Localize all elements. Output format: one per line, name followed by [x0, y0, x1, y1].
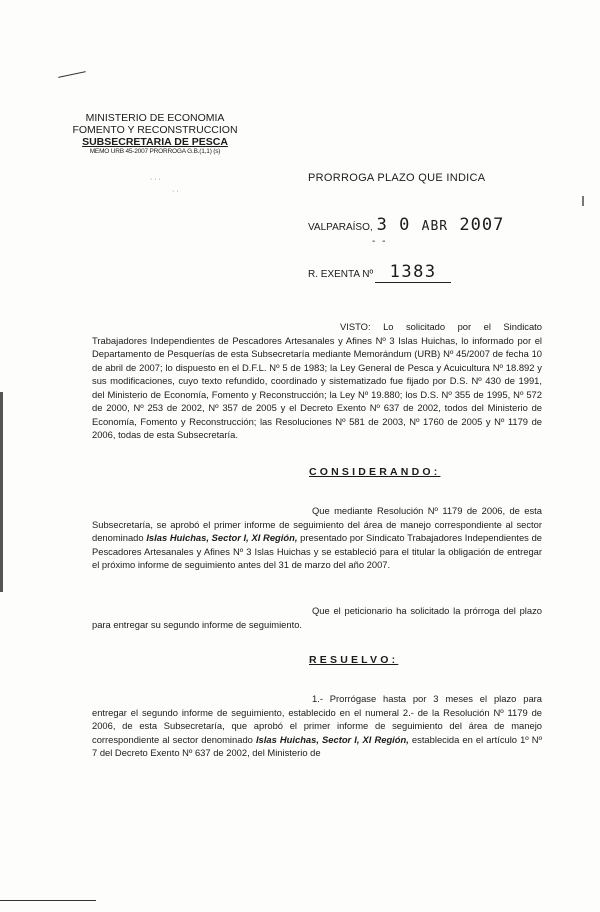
document-title: PRORROGA PLAZO QUE INDICA	[308, 172, 486, 184]
considerando1-body-b: presentado por Sindicato Trabajadores Independientes de Pescadores Artesanales y Afines Nº 3 Islas Huichas y se estableció para el titular la obligación de entregar el próximo informe de seguimiento antes del 31 de marzo del año 2007.	[92, 532, 543, 570]
letterhead-subsecretaria: SUBSECRETARIA DE PESCA	[82, 136, 228, 148]
resuelvo1-lead: 1.- Prorrógase hasta por 3 meses el plazo para	[312, 693, 542, 704]
letterhead-memo-ref: MEMO URB 45-2007 PRORROGA G.B.(1,1) (s)	[89, 148, 221, 155]
resuelvo1-body-b: establecida en el artículo 1º Nº 7 del Decreto Exento Nº 637 de 2002, del Ministerio de	[92, 733, 542, 758]
date-day: 3 0	[376, 215, 411, 235]
visto-body: Trabajadores Independientes de Pescadores Artesanales y Afines Nº 3 Islas Huichas, lo informado por el Departamento de Pesquerías de esta Subsecretaría mediante Memorándum (URB) Nº 45/2007 de fecha 10 de abril de 2007; lo dispuesto en el D.F.L. Nº 5 de 1983; la Ley General de Pesca y Acuicultura Nº 18.892 y sus modificaciones, cuyo texto refundido, coordinado y sistematizado fue fijado por D.S. Nº 430 de 1991, del Ministerio de Economía, Fomento y Reconstrucción; la Ley Nº 19.880; los D.S. Nº 355 de 1995, Nº 572 de 2000, Nº 253 de 2002, Nº 357 de 2005 y el Decreto Exento Nº 637 de 2002, todos del Ministerio de Economía, Fomento y Reconstrucción; las Resoluciones Nº 581 de 2003, Nº 1760 de 2005 y Nº 1179 de 2006, todas de esta Subsecretaría.	[92, 334, 542, 440]
letterhead-department: FOMENTO Y RECONSTRUCCION	[72, 124, 238, 136]
considerando1-body-a: esta Subsecretaría, se aprobó el primer informe de seguimiento del área de manejo correspondiente al sector denominado	[92, 505, 542, 543]
stamp-residue: · · ·	[150, 176, 161, 183]
exenta-label: R. EXENTA Nº	[308, 269, 374, 280]
stamp-residue: · ·	[172, 188, 179, 195]
place-label: VALPARAÍSO,	[308, 222, 373, 233]
visto-lead: VISTO: Lo solicitado por el Sindicato	[340, 321, 542, 332]
date-year: 2007	[459, 215, 505, 235]
letterhead-ministry: MINISTERIO DE ECONOMIA	[85, 112, 225, 124]
resuelvo1-sector: Islas Huichas, Sector I, XI Región,	[255, 733, 409, 745]
resuelvo-paragraph-1	[92, 692, 542, 760]
scan-mark-top-left	[58, 71, 86, 78]
scan-mark-top-right	[582, 196, 584, 206]
exenta-number-field	[375, 262, 451, 283]
considerando-heading: CONSIDERANDO:	[309, 466, 441, 478]
exenta-number: 1383	[389, 262, 437, 282]
considerando1-sector: Islas Huichas, Sector I, XI Región,	[146, 532, 298, 543]
letterhead	[65, 112, 245, 156]
resuelvo1-body-a: entregar el segundo informe de seguimiento, establecido en el numeral 2.- de la Resolución Nº 1179 de 2006, de esta Subsecretaría, que aprobó el primer informe de seguimiento del área de manejo correspondiente al sector denominado	[92, 706, 542, 745]
scan-mark-left-edge	[0, 392, 3, 592]
considerando2-body: plazo para entregar su segundo informe de seguimiento.	[92, 605, 542, 630]
dash-mark: - -	[372, 236, 388, 247]
date-month: ABR	[421, 219, 449, 234]
date-stamp	[377, 215, 505, 235]
considerando2-lead: Que el peticionario ha solicitado la prórroga del	[312, 605, 516, 616]
considerando-paragraph-1	[92, 504, 542, 572]
visto-paragraph	[92, 320, 542, 442]
date-line	[308, 215, 504, 235]
considerando1-lead: Que mediante Resolución Nº 1179 de 2006, de	[312, 505, 520, 516]
resuelvo-heading: RESUELVO:	[309, 654, 399, 666]
exenta-line	[308, 262, 451, 283]
footer-rule	[0, 900, 96, 901]
considerando-paragraph-2	[92, 604, 542, 631]
